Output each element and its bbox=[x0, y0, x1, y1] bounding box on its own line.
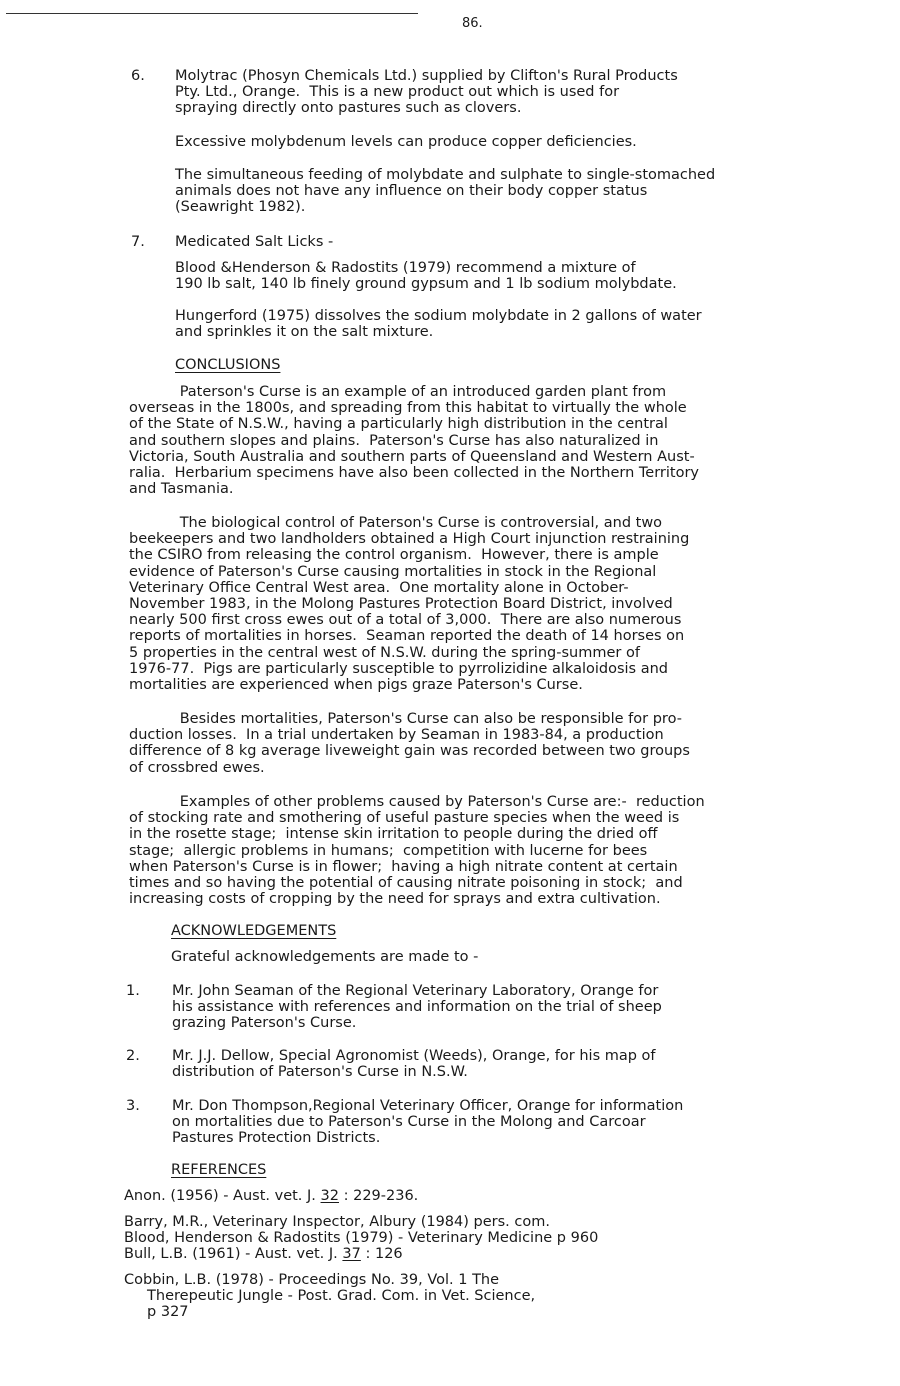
conclusions-heading: CONCLUSIONS bbox=[175, 357, 281, 373]
conclusions-paragraph-4: Examples of other problems caused by Paterson's Curse are:- reduction of stocking rate and smothering of useful pasture species when the weed is in the rosette stage; intense skin irritation to people during the dried off stage; allergic problems in humans; competition with lucerne for bees when Paterson's Curse is in flower; having a high nitrate content at certain times and so having the potential of causing nitrate poisoning in stock; and increasing costs of cropping by the need for sprays and extra cultivation. bbox=[129, 794, 705, 908]
page-number: 86. bbox=[462, 16, 483, 31]
item-6-paragraph-1: Molytrac (Phosyn Chemicals Ltd.) supplied by Clifton's Rural Products Pty. Ltd., Orange. This is a new product out which is used for spraying directly onto pastures such as clovers. bbox=[175, 68, 678, 117]
references-heading: REFERENCES bbox=[171, 1162, 267, 1178]
item-6-number: 6. bbox=[131, 68, 145, 84]
item-7-paragraph-2: Hungerford (1975) dissolves the sodium molybdate in 2 gallons of water and sprinkles it on the salt mixture. bbox=[175, 308, 702, 341]
acknowledgements-intro: Grateful acknowledgements are made to - bbox=[171, 949, 479, 965]
ack-item-3-number: 3. bbox=[126, 1098, 140, 1114]
conclusions-paragraph-1: Paterson's Curse is an example of an introduced garden plant from overseas in the 1800s, and spreading from this habitat to virtually the whole of the State of N.S.W., having a particularly high distribution in the central and southern slopes and plains. Paterson's Curse has also naturalized in Victoria, South Australia and southern parts of Queensland and Western Aust- ralia. Herbarium specimens have also been collected in the Northern Territory and Tasmania. bbox=[129, 384, 700, 498]
header-rule bbox=[6, 13, 418, 14]
item-7-number: 7. bbox=[131, 234, 145, 250]
ack-item-2-number: 2. bbox=[126, 1048, 140, 1064]
item-7-paragraph-1: Blood &Henderson & Radostits (1979) recommend a mixture of 190 lb salt, 140 lb finely ground gypsum and 1 lb sodium molybdate. bbox=[175, 260, 677, 293]
reference-anon-1956: Anon. (1956) - Aust. vet. J. 32 : 229-236. bbox=[124, 1188, 419, 1204]
item-6-paragraph-3: The simultaneous feeding of molybdate and sulphate to single-stomached animals does not have any influence on their body copper status (Seawright 1982). bbox=[175, 167, 716, 216]
conclusions-paragraph-3: Besides mortalities, Paterson's Curse can also be responsible for pro- duction losses. In a trial undertaken by Seaman in 1983-84, a production difference of 8 kg average liveweight gain was recorded between two groups of crossbred ewes. bbox=[129, 711, 690, 776]
reference-cobbin-1978: Cobbin, L.B. (1978) - Proceedings No. 39, Vol. 1 The Therepeutic Jungle - Post. Grad. Com. in Vet. Science, p 327 bbox=[124, 1272, 536, 1321]
ack-item-1-text: Mr. John Seaman of the Regional Veterinary Laboratory, Orange for his assistance with references and information on the trial of sheep grazing Paterson's Curse. bbox=[172, 983, 662, 1032]
conclusions-paragraph-2: The biological control of Paterson's Curse is controversial, and two beekeepers and two landholders obtained a High Court injunction restraining the CSIRO from releasing the control organism. However, there is ample evidence of Paterson's Curse causing mortalities in stock in the Regional Veterinary Office Central West area. One mortality alone in October- November 1983, in the Molong Pastures Protection Board District, involved nearly 500 first cross ewes out of a total of 3,000. There are also numerous reports of mortalities in horses. Seaman reported the death of 14 horses on 5 properties in the central west of N.S.W. during the spring-summer of 1976-77. Pigs are particularly susceptible to pyrrolizidine alkaloidosis and mortalities are experienced when pigs graze Paterson's Curse. bbox=[129, 515, 690, 694]
ack-item-3-text: Mr. Don Thompson,Regional Veterinary Officer, Orange for information on mortalities due to Paterson's Curse in the Molong and Carcoar Pastures Protection Districts. bbox=[172, 1098, 684, 1147]
reference-blood-1979: Blood, Henderson & Radostits (1979) - Veterinary Medicine p 960 bbox=[124, 1230, 599, 1246]
ack-item-2-text: Mr. J.J. Dellow, Special Agronomist (Weeds), Orange, for his map of distribution of Paterson's Curse in N.S.W. bbox=[172, 1048, 656, 1081]
reference-bull-1961: Bull, L.B. (1961) - Aust. vet. J. 37 : 126 bbox=[124, 1246, 403, 1262]
reference-barry-1984: Barry, M.R., Veterinary Inspector, Albury (1984) pers. com. bbox=[124, 1214, 550, 1230]
ack-item-1-number: 1. bbox=[126, 983, 140, 999]
acknowledgements-heading: ACKNOWLEDGEMENTS bbox=[171, 923, 337, 939]
item-7-title: Medicated Salt Licks - bbox=[175, 234, 334, 250]
item-6-paragraph-2: Excessive molybdenum levels can produce copper deficiencies. bbox=[175, 134, 637, 150]
